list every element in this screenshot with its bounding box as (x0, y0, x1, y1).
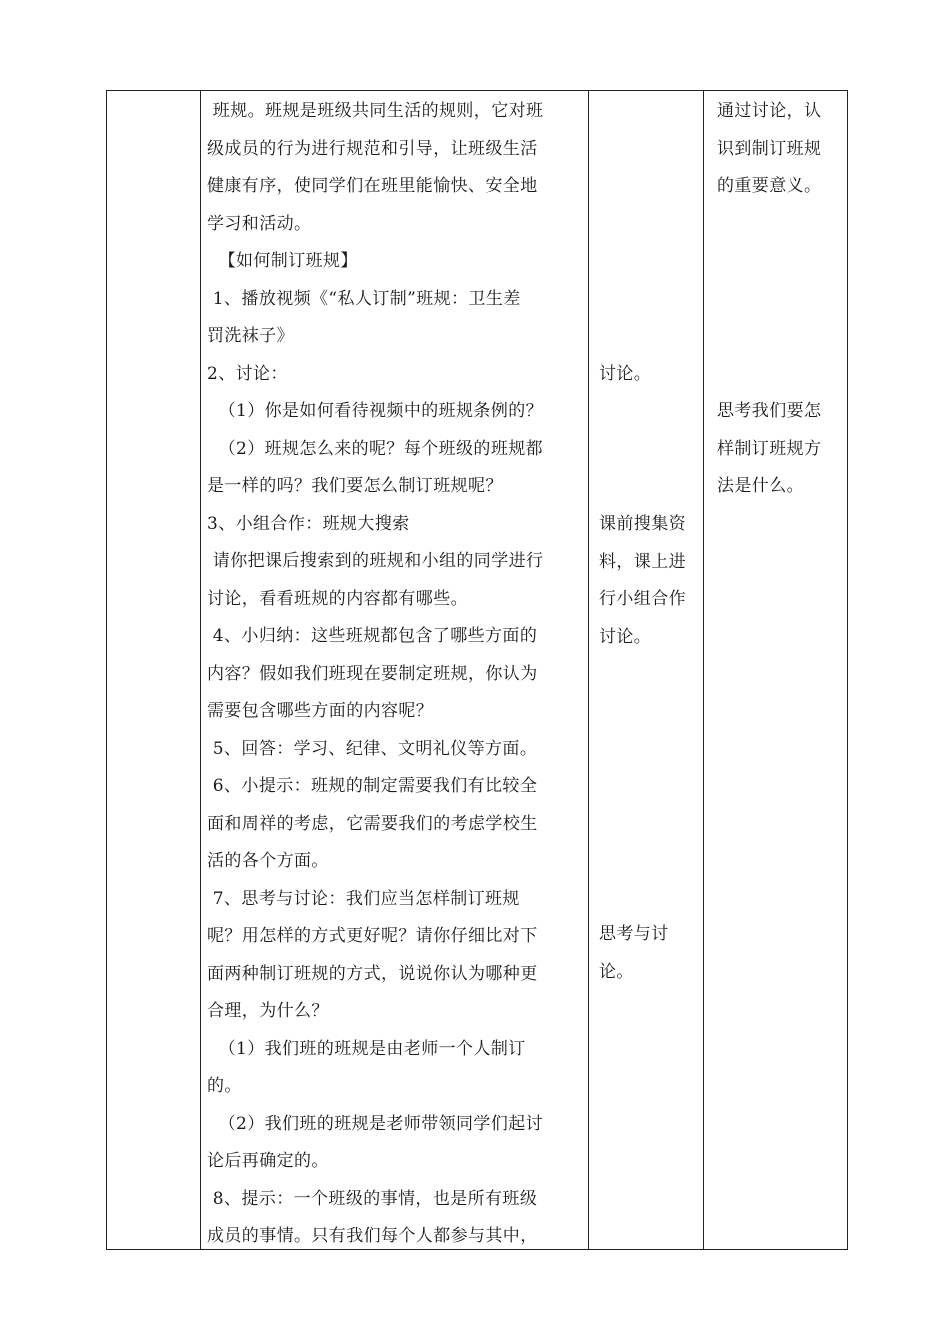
text-line: 合理，为什么？ (207, 1001, 329, 1021)
text-line: 罚洗袜子》 (207, 326, 294, 346)
text-line: 健康有序，使同学们在班里能愉快、安全地 (207, 176, 538, 196)
text-line: （2）我们班的班规是老师带领同学们起讨 (207, 1113, 544, 1134)
table-border-right (847, 90, 848, 1250)
text-line: 6、小提示：班规的制定需要我们有比较全 (207, 776, 538, 796)
text-line: 级成员的行为进行规范和引导，让班级生活 (207, 138, 538, 159)
student-activity-block-1 (599, 356, 651, 394)
table-divider-2 (588, 90, 589, 1250)
text-line: 呢？用怎样的方式更好呢？请你仔细比对下 (207, 926, 538, 946)
text-line: 讨论。 (599, 364, 652, 384)
text-line: 思考我们要怎 (717, 401, 822, 421)
design-intent-cell (717, 90, 847, 1250)
text-line: 行小组合作 (599, 589, 686, 609)
text-line: （2）班规怎么来的呢？每个班级的班规都 (207, 438, 544, 459)
text-line: 论。 (599, 961, 634, 982)
text-line: 样制订班规方 (717, 438, 822, 459)
text-line: 7、思考与讨论：我们应当怎样制订班规 (207, 888, 520, 909)
text-line: 4、小归纳：这些班规都包含了哪些方面的 (207, 626, 538, 646)
text-line: 活的各个方面。 (207, 851, 329, 871)
text-line: 5、回答：学习、纪律、文明礼仪等方面。 (207, 738, 538, 759)
text-line: 是一样的吗？我们要怎么制订班规呢？ (207, 476, 503, 496)
text-line: 讨论，看看班规的内容都有哪些。 (207, 588, 468, 609)
table-divider-1 (200, 90, 201, 1250)
text-line: 的重要意义。 (717, 176, 822, 196)
student-activity-block-3 (599, 916, 669, 991)
design-intent-block-1 (717, 93, 821, 206)
text-line: 学习和活动。 (207, 213, 312, 234)
text-line: 思考与讨 (599, 924, 669, 944)
text-line: 法是什么。 (717, 476, 804, 496)
text-line: 通过讨论，认 (717, 101, 822, 121)
col1-cell (107, 90, 200, 1250)
text-line: 料，课上进 (599, 551, 686, 572)
teacher-activity-cell (207, 93, 587, 1253)
text-line: 8、提示：一个班级的事情，也是所有班级 (207, 1188, 538, 1209)
text-line: 的。 (207, 1076, 242, 1096)
student-activity-cell (599, 90, 703, 1250)
text-line: 面两种制订班规的方式，说说你认为哪种更 (207, 963, 538, 984)
student-activity-block-2 (599, 506, 686, 656)
lesson-plan-table (106, 90, 848, 1250)
design-intent-block-2 (717, 393, 821, 506)
text-line: 论后再确定的。 (207, 1151, 329, 1171)
text-line: 面和周祥的考虑，它需要我们的考虑学校生 (207, 813, 538, 834)
teacher-activity-text (207, 93, 587, 1253)
text-line: 班规。班规是班级共同生活的规则，它对班 (207, 101, 544, 121)
text-line: （1）我们班的班规是由老师一个人制订 (207, 1038, 526, 1059)
text-line: 内容？假如我们班现在要制定班规，你认为 (207, 663, 538, 684)
text-line: 【如何制订班规】 (207, 251, 358, 271)
text-line: 需要包含哪些方面的内容呢？ (207, 701, 434, 721)
text-line: 请你把课后搜索到的班规和小组的同学进行 (207, 551, 544, 571)
text-line: 1、播放视频《“私人订制”班规：卫生差 (207, 288, 521, 309)
text-line: 识到制订班规 (717, 138, 822, 159)
table-divider-3 (703, 90, 704, 1250)
text-line: 2、讨论： (207, 363, 288, 384)
text-line: 成员的事情。只有我们每个人都参与其中， (207, 1226, 538, 1246)
text-line: （1）你是如何看待视频中的班规条例的？ (207, 401, 544, 421)
text-line: 3、小组合作：班规大搜索 (207, 513, 410, 534)
text-line: 讨论。 (599, 626, 652, 647)
text-line: 课前搜集资 (599, 514, 686, 534)
